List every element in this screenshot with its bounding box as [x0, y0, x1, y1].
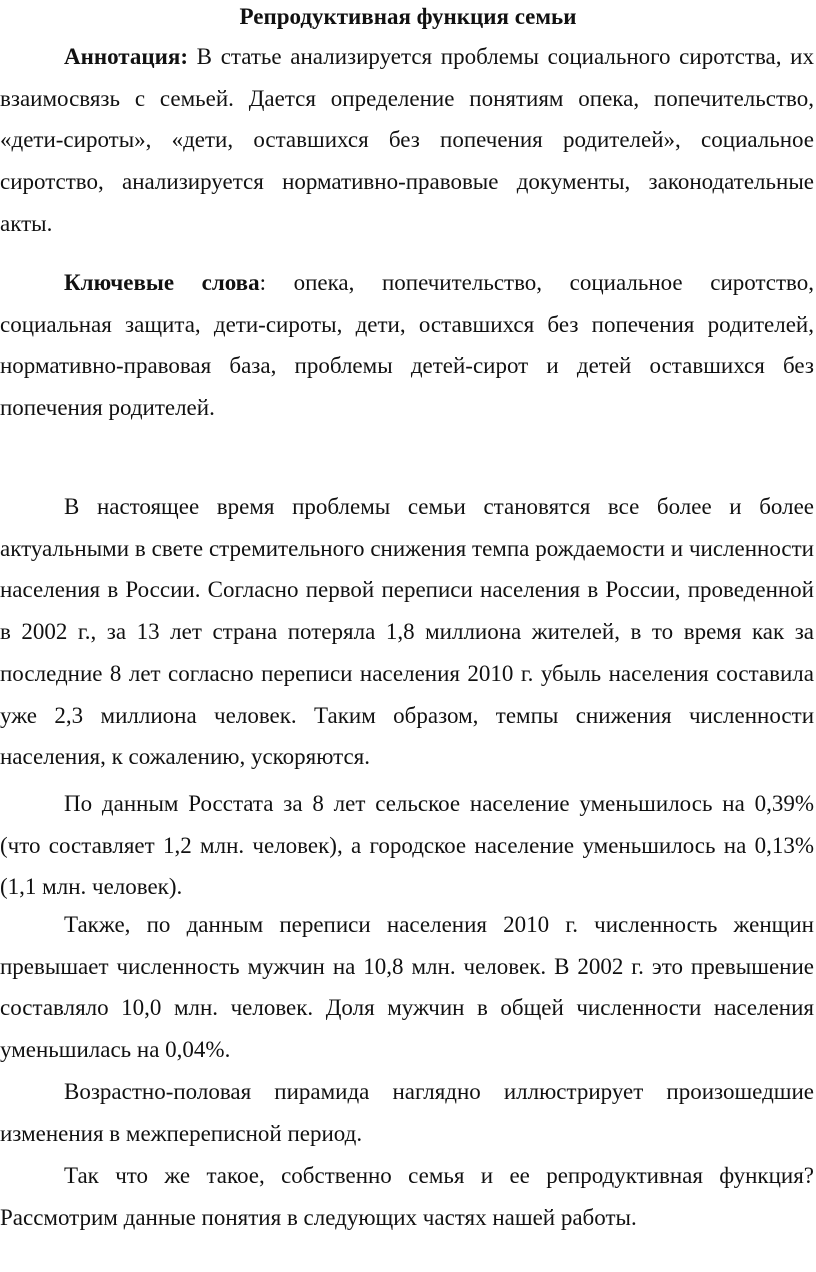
body-paragraph: По данным Росстата за 8 лет сельское население уменьшилось на 0,39% (что составляет 1,2 млн. человек), а городское население уменьшилось на 0,13% (1,1 млн. человек).	[0, 791, 814, 900]
body-paragraph: Также, по данным переписи населения 2010 г. численность женщин превышает численность мужчин на 10,8 млн. человек. В 2002 г. это превышение составляло 10,0 млн. человек. Доля мужчин в общей численности населения уменьшилась на 0,04%.	[0, 912, 814, 1063]
body-paragraph: Возрастно-половая пирамида наглядно иллюстрирует произошедшие изменения в межпереписной период.	[0, 1079, 814, 1146]
abstract-paragraph	[0, 36, 814, 245]
keywords-text: : опека, попечительство, социальное сиротство, социальная защита, дети-сироты, дети, оставшихся без попечения родителей, нормативно-правовая база, проблемы детей-сирот и детей оставшихся без попечения родителей.	[0, 270, 814, 421]
document-title: Репродуктивная функция семьи	[239, 4, 577, 29]
keywords-label: Ключевые слова	[64, 270, 260, 295]
abstract-label: Аннотация:	[64, 44, 188, 69]
body-paragraph: Так что же такое, собственно семья и ее репродуктивная функция? Рассмотрим данные понятия в следующих частях нашей работы.	[0, 1163, 814, 1230]
body-paragraph: В настоящее время проблемы семьи становятся все более и более актуальными в свете стремительного снижения темпа рождаемости и численности населения в России. Согласно первой переписи населения в России, проведенной в 2002 г., за 13 лет страна потеряла 1,8 миллиона жителей, в то время как за последние 8 лет согласно переписи населения 2010 г. убыль населения составила уже 2,3 миллиона человек. Таким образом, темпы снижения численности населения, к сожалению, ускоряются.	[0, 494, 814, 770]
abstract-text: В статье анализируется проблемы социального сиротства, их взаимосвязь с семьей. Дается определение понятиям опека, попечительство, «дети-сироты», «дети, оставшихся без попечения родителей», социальное сиротство, анализируется нормативно-правовые документы, законодательные акты.	[0, 44, 814, 236]
keywords-paragraph	[0, 262, 814, 429]
